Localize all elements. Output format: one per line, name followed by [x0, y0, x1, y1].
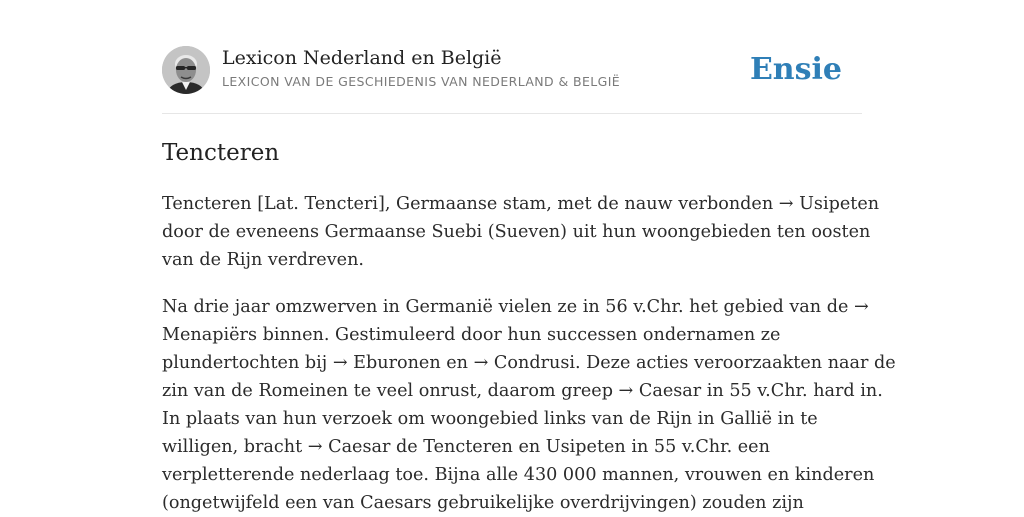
paragraph-line: Na drie jaar omzwerven in Germanië vielen ze in 56 v.Chr. het gebied van de →	[162, 297, 869, 317]
article-page	[162, 0, 896, 513]
article-paragraph	[162, 293, 896, 517]
paragraph-line: Tencteren [Lat. Tencteri], Germaanse stam, met de nauw verbonden → Usipeten	[162, 194, 880, 214]
paragraph-line: willigen, bracht → Caesar de Tencteren en Usipeten in 55 v.Chr. een	[162, 437, 770, 457]
paragraph-line: door de eveneens Germaanse Suebi (Sueven) uit hun woongebieden ten oosten	[162, 222, 871, 242]
paragraph-line: plundertochten bij → Eburonen en → Condrusi. Deze acties veroorzaakten naar de	[162, 353, 896, 373]
paragraph-line: zin van de Romeinen te veel onrust, daarom greep → Caesar in 55 v.Chr. hard in.	[162, 381, 883, 401]
person-avatar-icon[interactable]	[162, 46, 210, 94]
source-header	[162, 46, 862, 114]
paragraph-spacer	[162, 274, 868, 293]
source-title[interactable]: Lexicon Nederland en België	[222, 47, 502, 69]
article-paragraph	[162, 190, 880, 274]
paragraph-line: (ongetwijfeld een van Caesars gebruikelijke overdrijvingen) zouden zijn	[162, 493, 804, 513]
ensie-logo-link[interactable]: Ensie	[749, 52, 842, 87]
article-body	[162, 190, 896, 517]
paragraph-line: Menapiërs binnen. Gestimuleerd door hun successen ondernamen ze	[162, 325, 781, 345]
paragraph-line: In plaats van hun verzoek om woongebied links van de Rijn in Gallië in te	[162, 409, 818, 429]
source-subtitle: LEXICON VAN DE GESCHIEDENIS VAN NEDERLAND & BELGIË	[222, 74, 621, 89]
paragraph-line: verpletterende nederlaag toe. Bijna alle 430 000 mannen, vrouwen en kinderen	[162, 465, 875, 485]
paragraph-line: van de Rijn verdreven.	[162, 250, 364, 270]
article-title: Tencteren	[162, 140, 280, 166]
